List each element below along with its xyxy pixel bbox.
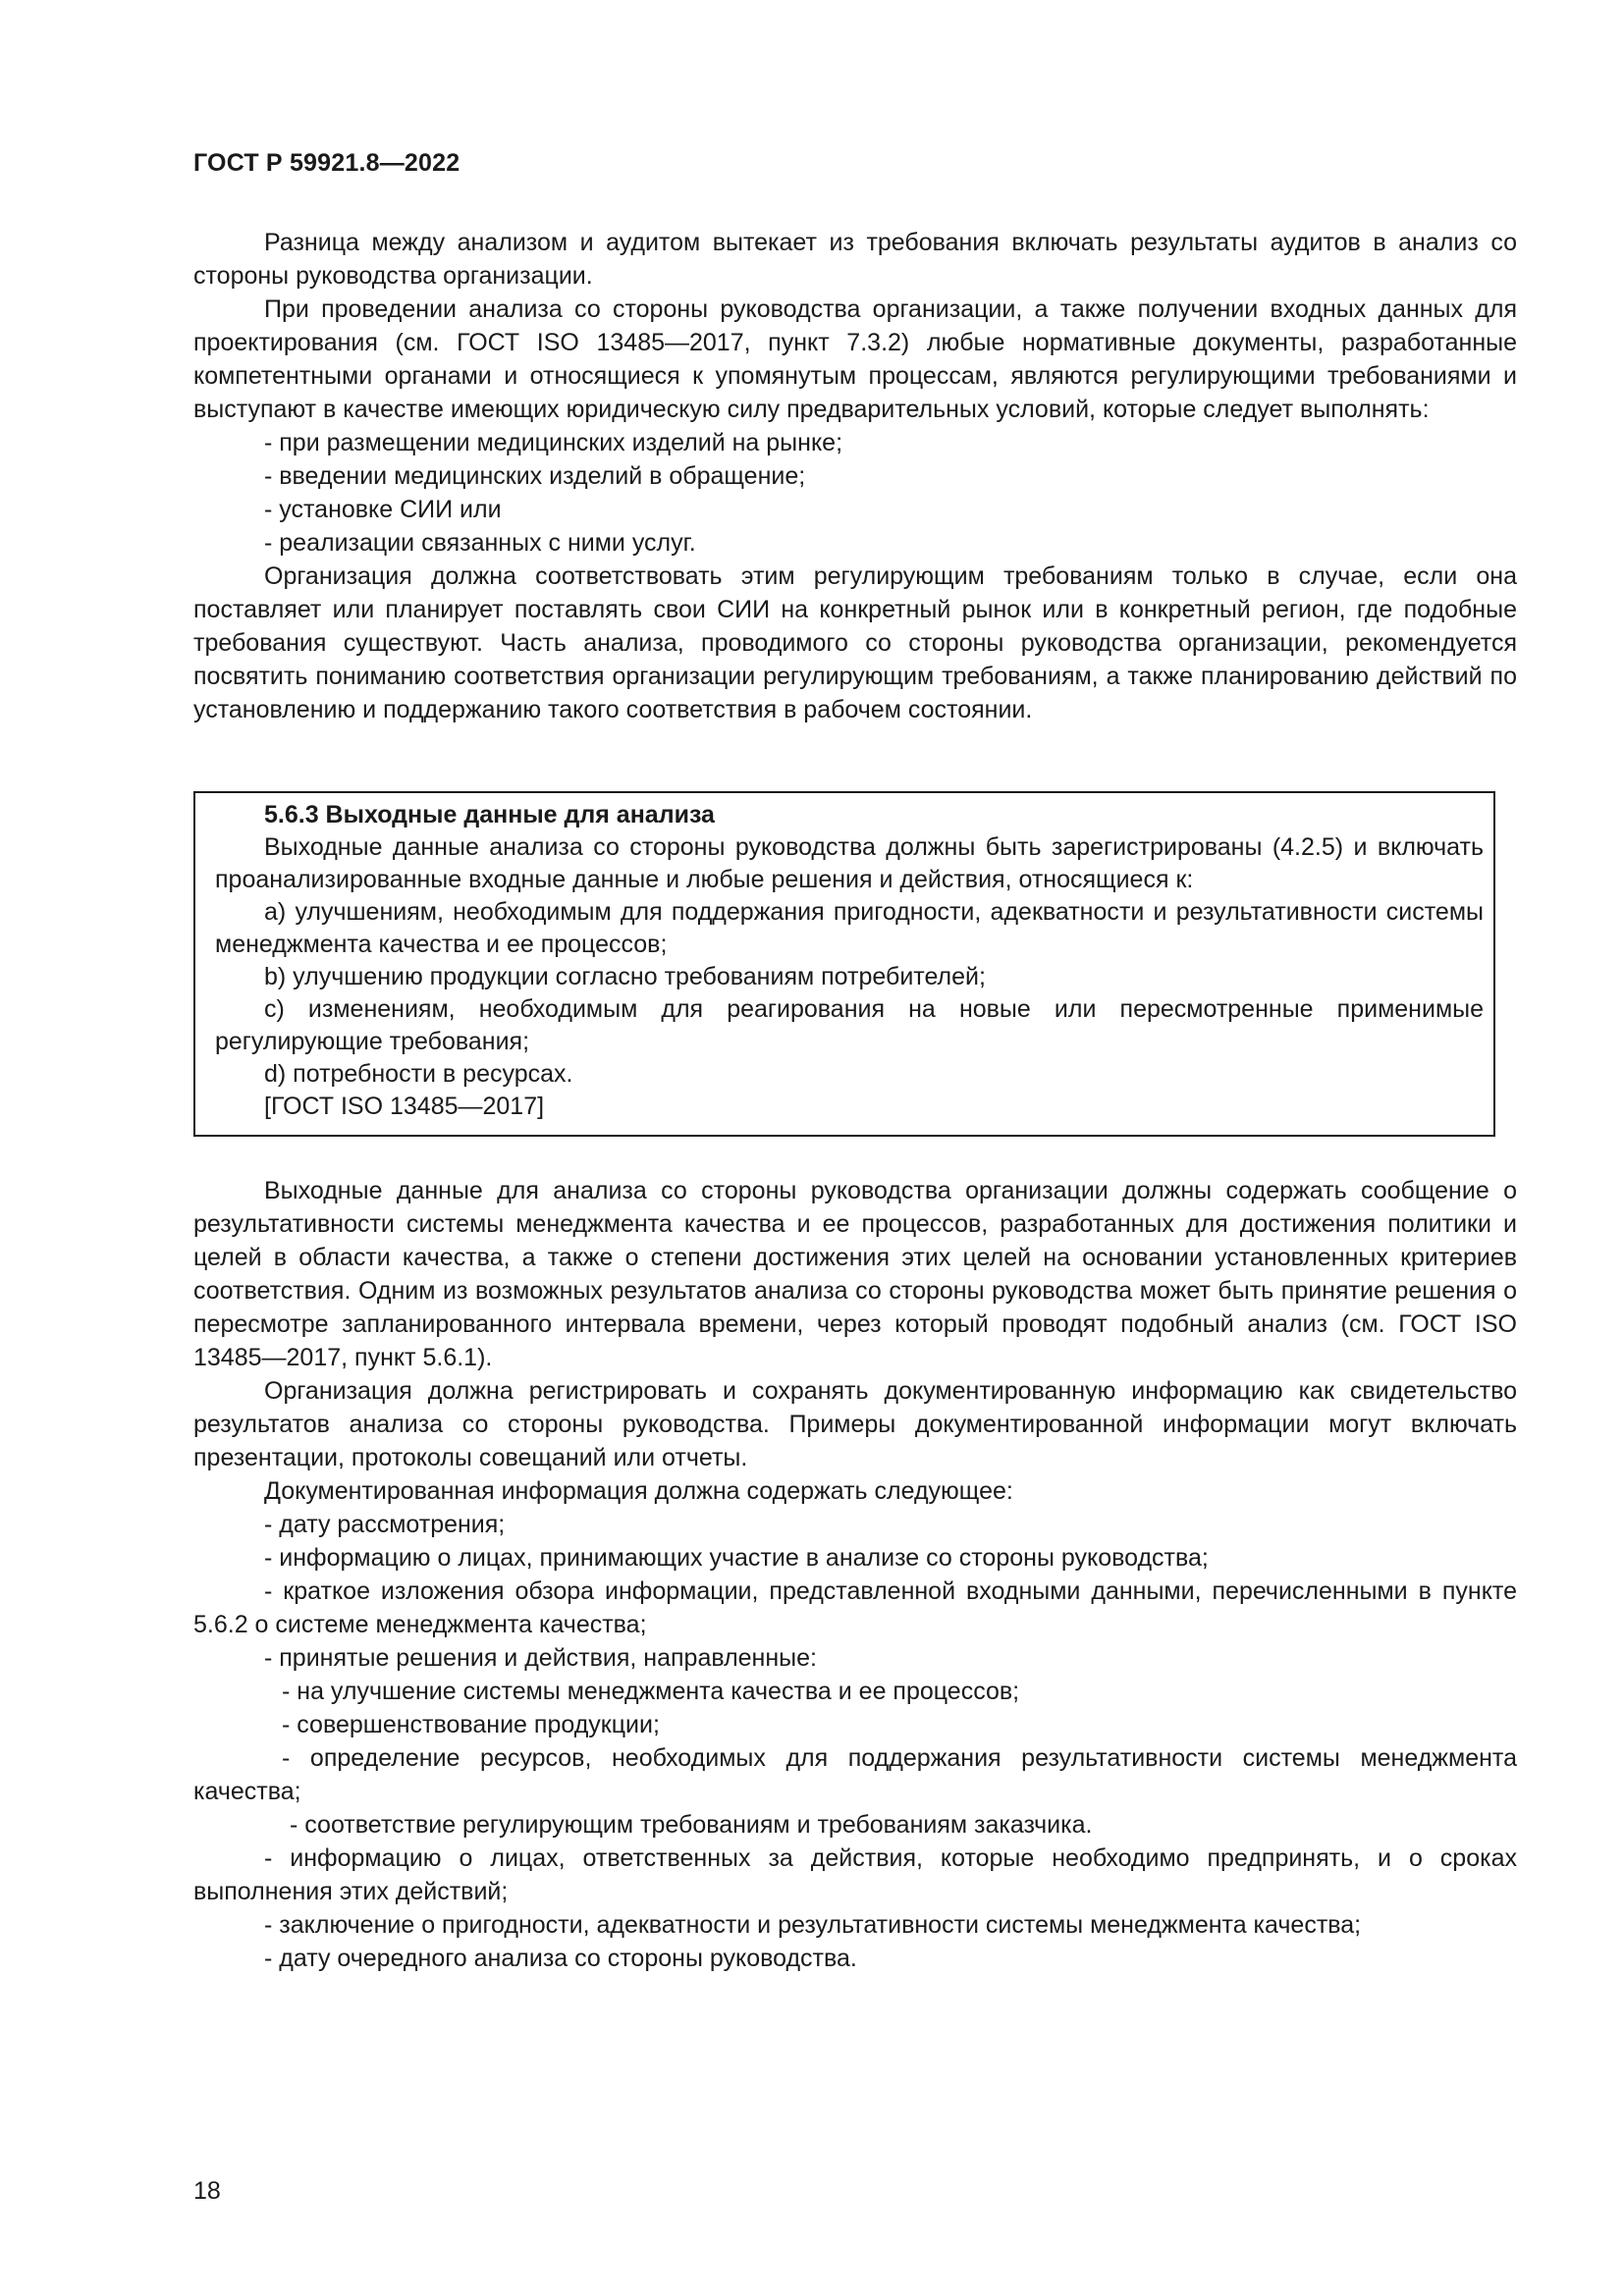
list-item: - информацию о лицах, ответственных за действия, которые необходимо предпринять, и о сроках выполнения этих действий; bbox=[193, 1844, 1517, 1905]
list-item: - принятые решения и действия, направленные: bbox=[264, 1644, 817, 1672]
list-item: - установке СИИ или bbox=[264, 496, 502, 523]
paragraph: Документированная информация должна содержать следующее: bbox=[264, 1477, 1013, 1505]
paragraph: При проведении анализа со стороны руководства организации, а также получении входных данных для проектирования (см. ГОСТ ISO 13485—2017, пункт 7.3.2) любые нормативные документы, разработанные компетентными органами и относящиеся к упомянутым процессам, являются регулирующими требованиями и выступают в качестве имеющих юридическую силу предварительных условий, которые следует выполнять: bbox=[193, 295, 1517, 423]
list-item: - дату очередного анализа со стороны руководства. bbox=[264, 1945, 857, 1972]
document-header: ГОСТ Р 59921.8—2022 bbox=[193, 149, 460, 177]
intro-section bbox=[193, 226, 1517, 726]
list-item: c) изменениям, необходимым для реагирования на новые или пересмотренные применимые регулирующие требования; bbox=[215, 995, 1484, 1055]
paragraph: Выходные данные анализа со стороны руководства должны быть зарегистрированы (4.2.5) и включать проанализированные входные данные и любые решения и действия, относящиеся к: bbox=[215, 833, 1484, 893]
list-item: - заключение о пригодности, адекватности и результативности системы менеджмента качества; bbox=[264, 1911, 1362, 1939]
paragraph: Разница между анализом и аудитом вытекает из требования включать результаты аудитов в анализ со стороны руководства организации. bbox=[193, 229, 1517, 290]
list-item: - при размещении медицинских изделий на рынке; bbox=[264, 429, 843, 456]
list-item: - краткое изложения обзора информации, представленной входными данными, перечисленными в пункте 5.6.2 о системе менеджмента качества; bbox=[193, 1577, 1517, 1638]
list-item: - реализации связанных с ними услуг. bbox=[264, 529, 696, 557]
list-item: - дату рассмотрения; bbox=[264, 1511, 506, 1538]
list-item: - введении медицинских изделий в обращение; bbox=[264, 462, 806, 490]
list-item: a) улучшениям, необходимым для поддержания пригодности, адекватности и результативности системы менеджмента качества и ее процессов; bbox=[215, 898, 1484, 958]
sublist-item: - на улучшение системы менеджмента качества и ее процессов; bbox=[282, 1678, 1020, 1705]
sublist-item: - совершенствование продукции; bbox=[282, 1711, 660, 1738]
paragraph: Организация должна регистрировать и сохранять документированную информацию как свидетельство результатов анализа со стороны руководства. Примеры документированной информации могут включать презентации, протоколы совещаний или отчеты. bbox=[193, 1377, 1517, 1471]
source-reference: [ГОСТ ISO 13485—2017] bbox=[264, 1093, 545, 1120]
sublist-item: - определение ресурсов, необходимых для поддержания результативности системы менеджмента качества; bbox=[193, 1744, 1517, 1805]
section-heading: 5.6.3 Выходные данные для анализа bbox=[264, 801, 715, 828]
page-number: 18 bbox=[193, 2177, 221, 2205]
body-section bbox=[193, 1174, 1517, 1975]
paragraph: Организация должна соответствовать этим регулирующим требованиям только в случае, если она поставляет или планирует поставлять свои СИИ на конкретный рынок или в конкретный регион, где подобные требования существуют. Часть анализа, проводимого со стороны руководства организации, рекомендуется посвятить пониманию соответствия организации регулирующим требованиям, а также планированию действий по установлению и поддержанию такого соответствия в рабочем состоянии. bbox=[193, 562, 1517, 723]
sublist-item: - соответствие регулирующим требованиям и требованиям заказчика. bbox=[290, 1811, 1093, 1839]
quoted-standard-box bbox=[193, 791, 1495, 1137]
paragraph: Выходные данные для анализа со стороны руководства организации должны содержать сообщение о результативности системы менеджмента качества и ее процессов, разработанных для достижения политики и целей в области качества, а также о степени достижения этих целей на основании установленных критериев соответствия. Одним из возможных результатов анализа со стороны руководства может быть принятие решения о пересмотре запланированного интервала времени, через который проводят подобный анализ (см. ГОСТ ISO 13485—2017, пункт 5.6.1). bbox=[193, 1177, 1517, 1371]
list-item: b) улучшению продукции согласно требованиям потребителей; bbox=[264, 963, 986, 990]
list-item: - информацию о лицах, принимающих участие в анализе со стороны руководства; bbox=[264, 1544, 1209, 1572]
list-item: d) потребности в ресурсах. bbox=[264, 1060, 573, 1088]
